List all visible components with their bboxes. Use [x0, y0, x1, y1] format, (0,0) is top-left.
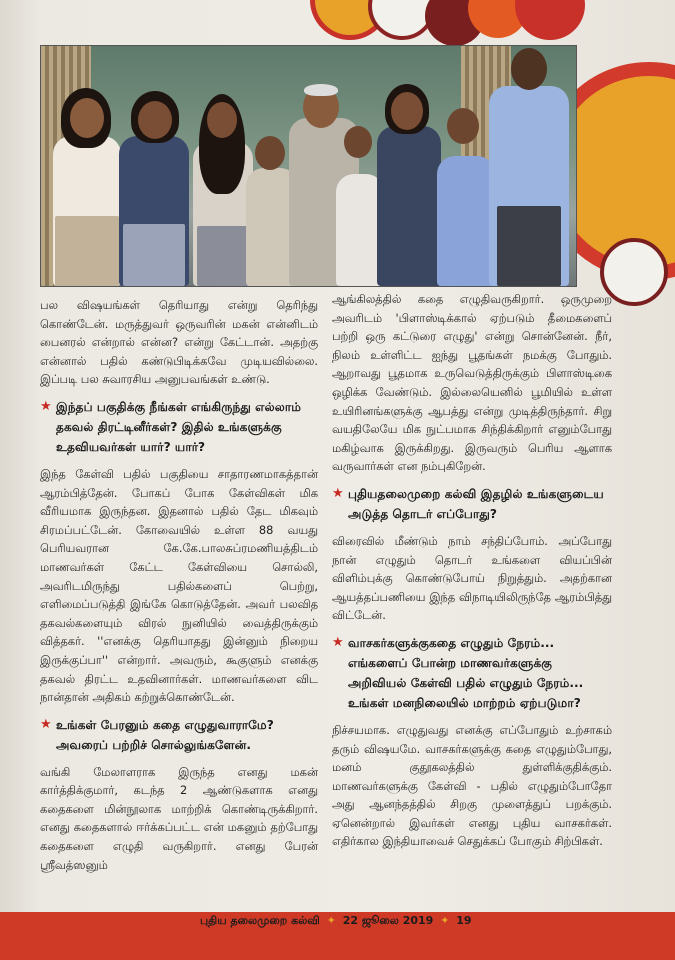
issue-date: 22 ஜூலை 2019: [342, 914, 434, 927]
star-icon: ★: [40, 398, 52, 414]
person-hair: [304, 84, 338, 96]
paragraph: பல விஷயங்கள் தெரியாது என்று தெரிந்து கொண்டேன். மருத்துவர் ஒருவரின் மகன் என்னிடம் பைனரல் என்றால் என்ன? என்று கேட்டான். அதற்கு என்னால் பதில் கண்டுபிடிக்கவே முடியவில்லை. இப்படி பல சுவாரசிய அனுபவங்கள் உண்டு.: [40, 298, 318, 387]
question: [40, 397, 318, 457]
person-trousers: [497, 206, 561, 286]
person-skirt: [55, 216, 119, 286]
question: [332, 633, 612, 713]
page-number: 19: [456, 914, 472, 927]
decorative-circle: [515, 0, 585, 40]
person-face: [344, 126, 372, 158]
paragraph: ஆங்கிலத்தில் கதை எழுதிவருகிறார். ஒருமுறை அவரிடம் 'பிளாஸ்டிக்கால் ஏற்படும் தீமைகளைப் பற்றி ஒரு கட்டுரை எழுது' என்று சொன்னேன். நீர், நிலம் உள்ளிட்ட ஐந்து பூதங்கள் நமக்கு போதும். ஆறாவது பூதமாக உருவெடுத்திருக்கும் பிளாஸ்டிகை ஒழிக்க வேண்டும். இல்லையெனில் பூமியில் உள்ள உயிரினங்களுக்கு ஆபத்து என்று முடித்திருந்தார். சிறு வயதிலேயே மிக நுட்பமாக சிந்திக்கிறார் எனும்போது மகிழ்வாக இருக்கிறது. இருவரும் பெரிய ஆளாக வருவார்கள் என நம்புகிறேன்.: [332, 292, 612, 474]
person-skirt: [123, 224, 185, 286]
paragraph: வங்கி மேலாளராக இருந்த எனது மகன் கார்த்திக்குமார், கடந்த 2 ஆண்டுகளாக எனது கதைகளை மின்நூலாக மாற்றிக் கொண்டிருக்கிறார். எனது கதைகளால் ஈர்க்கப்பட்ட என் மகனும் தற்போது கதைகளை எழுதி வருகிறார். எனது பேரன் ஸ்ரீவத்ஸனும்: [40, 764, 318, 872]
question-text: புதியதலைமுறை கல்வி இதழில் உங்களுடைய அடுத்த தொடர் எப்போது?: [348, 486, 604, 521]
paragraph: இந்த கேள்வி பதில் பகுதியை சாதாரணமாகத்தான் ஆரம்பித்தேன். போகப் போக கேள்விகள் மிக வீரியமாக இருந்தன. இதனால் பதில் தேட மிகவும் சிரமப்பட்டேன். கோவையில் உள்ள 88 வயது பெரியவரான கே.கே.பாலசுப்ரமணியத்திடம் மாணவர்கள் கேட்ட கேள்வியை சொல்லி, அவரிடமிருந்து பதில்களைப் பெற்று, எளிமைப்படுத்தி இங்கே கொடுத்தேன். அவர் பலவித தகவல்களையும் விரல் நுனியில் வைத்திருக்கும் வித்தகர். ''எனக்கு தெரியாதது இன்னும் நிறைய இருக்குப்பா'' என்றார். அவரும், கூகுளும் எனக்கு தகவல் திரட்ட உதவினார்கள். மாணவர்களை விட நான்தான் அதிகம் கற்றுக்கொண்டேன்.: [40, 466, 318, 705]
star-icon: ★: [40, 716, 52, 732]
person-face: [447, 108, 479, 144]
question: [40, 715, 318, 755]
question-text: வாசகர்களுக்குகதை எழுதும் நேரம்... எங்களைப் போன்ற மாணவர்களுக்கு அறிவியல் கேள்வி பதில் எழுதும் நேரம்... உங்கள் மனநிலையில் மாற்றம் ஏற்படுமா?: [348, 635, 584, 710]
star-icon: ★: [332, 485, 344, 501]
person-skirt: [197, 226, 249, 286]
person-student: [377, 126, 441, 286]
paragraph: நிச்சயமாக. எழுதுவது எனக்கு எப்போதும் உற்சாகம் தரும் விஷயமே. வாசகர்களுக்கு கதை எழுதும்போது, மனம் குதூகலத்தில் துள்ளிக்குதிக்கும். மாணவர்களுக்கு கேள்வி - பதில் எழுதும்போதோ அது ஆனந்தத்தில் சிறகு முளைத்துப் பறக்கும். ஏனென்றால் இவர்கள் எனது புதிய வாசகர்கள். எதிர்கால இந்தியாவைச் செதுக்கப் போகும் சிற்பிகள்.: [332, 722, 612, 849]
separator-icon: ✦: [326, 914, 336, 927]
separator-icon: ✦: [440, 914, 450, 927]
question-text: இந்தப் பகுதிக்கு நீங்கள் எங்கிருந்து எல்லாம் தகவல் திரட்டினீர்கள்? இதில் உங்களுக்கு உதவியவர்கள் யார்? யார்?: [56, 399, 302, 454]
person-face: [255, 136, 285, 170]
person-face: [391, 92, 423, 130]
person-face: [138, 101, 172, 139]
question: [332, 484, 612, 524]
person-student: [437, 156, 495, 286]
person-face: [511, 48, 547, 90]
magazine-name: புதிய தலைமுறை கல்வி: [200, 914, 320, 927]
footer-text: [200, 914, 520, 929]
paragraph: விரைவில் மீண்டும் நாம் சந்திப்போம். அப்போது நான் எழுதும் தொடர் உங்களை வியப்பின் விளிம்புக்கு கொண்டுபோய் நிறுத்தும். அதற்கான ஆயத்தப்பணியை இந்த விநாடியிலிருந்தே ஆரம்பித்து விட்டேன்.: [332, 533, 612, 623]
right-column: [332, 290, 612, 851]
group-photo: [40, 45, 577, 287]
left-column: [40, 296, 318, 874]
person-face: [207, 102, 237, 138]
person-face: [70, 98, 104, 138]
star-icon: ★: [332, 634, 344, 650]
question-text: உங்கள் பேரனும் கதை எழுதுவாராமே? அவரைப் பற்றிச் சொல்லுங்களேன்.: [56, 717, 274, 752]
